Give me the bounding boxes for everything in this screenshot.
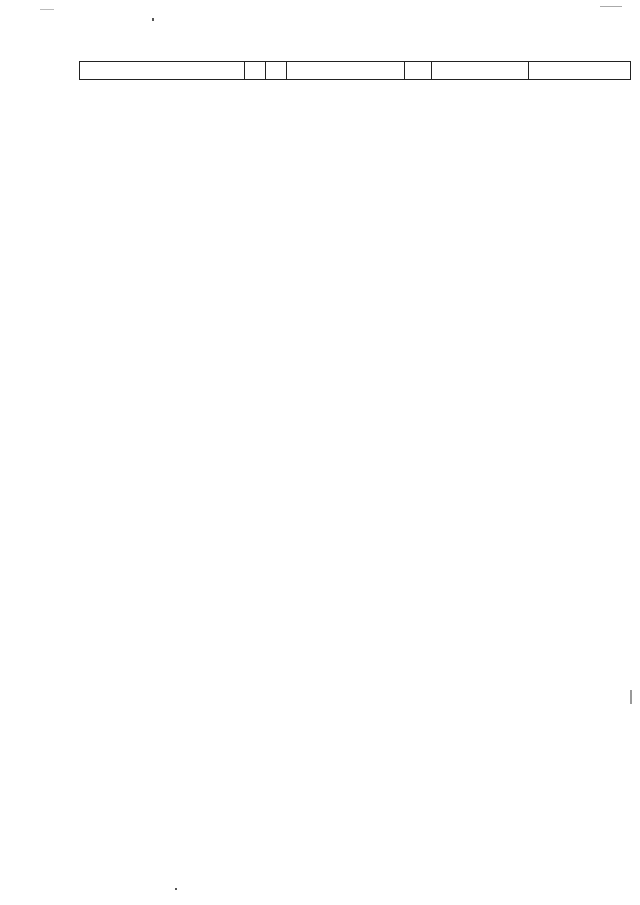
column-header-4 (287, 62, 405, 80)
column-header-5 (405, 62, 432, 80)
scan-speck (630, 690, 632, 704)
column-header-row (80, 62, 631, 80)
column-header-3 (266, 62, 287, 80)
scan-speck (600, 6, 622, 7)
column-header-table (79, 61, 631, 80)
column-header-6 (432, 62, 529, 80)
scan-speck (40, 9, 54, 10)
scan-speck (152, 18, 154, 21)
scan-speck (175, 888, 177, 890)
column-header-7 (529, 62, 631, 80)
column-header-1 (80, 62, 245, 80)
column-header-2 (245, 62, 266, 80)
